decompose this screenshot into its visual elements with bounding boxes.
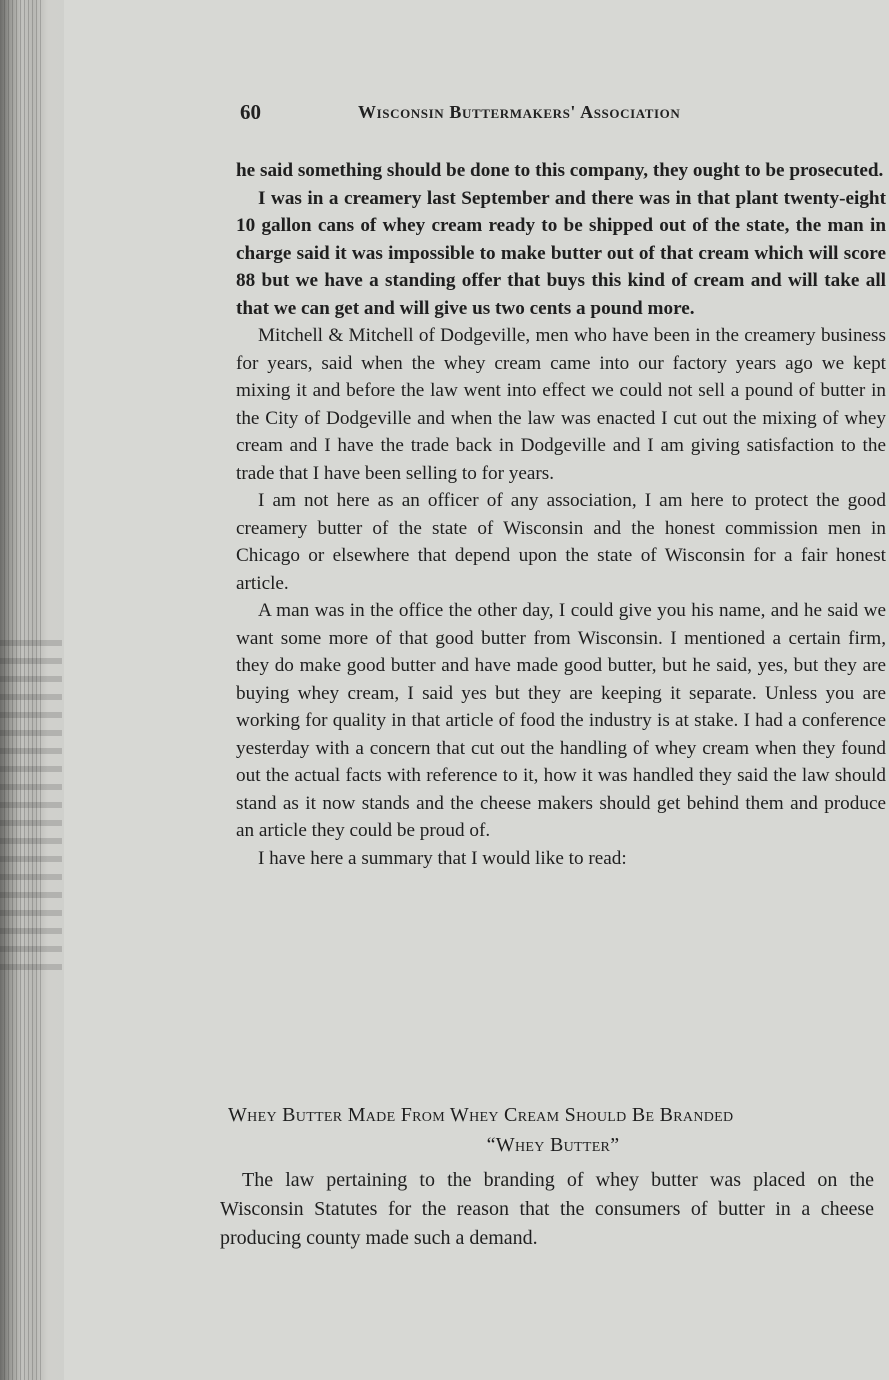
book-spine bbox=[0, 0, 64, 1380]
closing-text bbox=[220, 1166, 874, 1253]
paragraph-2: I was in a creamery last September and there was in that plant twenty-eight 10 gallon cans of whey cream ready to be shipped out of the state, the man in charge said it was impossible to make butter out of that cream which will score 88 but we have a standing offer that buys this kind of cream and will take all that we can get and will give us two cents a pound more. bbox=[236, 187, 886, 319]
paragraph-3: Mitchell & Mitchell of Dodgeville, men who have been in the creamery business for years, said when the whey cream came into our factory years ago we kept mixing it and before the law went into effect we could not sell a pound of butter in the City of Dodgeville and when the law was enacted I cut out the mixing of whey cream and I have the trade back in Dodgeville and I am giving satisfaction to the trade that I have been selling to for years. bbox=[236, 325, 886, 484]
section-heading-line-2: “Whey Butter” bbox=[486, 1134, 620, 1156]
section-heading bbox=[228, 1100, 878, 1160]
body-text bbox=[236, 157, 886, 872]
closing-paragraph: The law pertaining to the branding of whey butter was placed on the Wisconsin Statutes for the reason that the consumers of butter in a cheese producing county made such a demand. bbox=[220, 1169, 874, 1249]
paragraph-5: A man was in the office the other day, I could give you his name, and he said we want some more of that good butter from Wisconsin. I mentioned a certain firm, they do make good butter and have made good butter, but he said, yes, but they are buying whey cream, I said yes but they are keeping it separate. Unless you are working for quality in that article of food the industry is at stake. I had a conference yesterday with a concern that cut out the handling of whey cream when they found out the actual facts with reference to it, how it was handled they said the law should stand as it now stands and the cheese makers should get behind them and produce an article they could be proud of. bbox=[236, 600, 886, 841]
paragraph-6: I have here a summary that I would like to read: bbox=[258, 847, 627, 869]
section-heading-line-1: Whey Butter Made From Whey Cream Should Be Branded bbox=[228, 1104, 734, 1126]
binding-marks bbox=[0, 640, 62, 970]
paragraph-4: I am not here as an officer of any association, I am here to protect the good creamery butter of the state of Wisconsin and the honest commission men in Chicago or elsewhere that depend upon the state of Wisconsin for a fair honest article. bbox=[236, 490, 886, 594]
paragraph-1: he said something should be done to this company, they ought to be prosecuted. bbox=[236, 160, 884, 181]
page-header bbox=[240, 100, 800, 130]
running-title: Wisconsin Buttermakers' Association bbox=[358, 102, 681, 122]
page-number: 60 bbox=[240, 100, 261, 124]
